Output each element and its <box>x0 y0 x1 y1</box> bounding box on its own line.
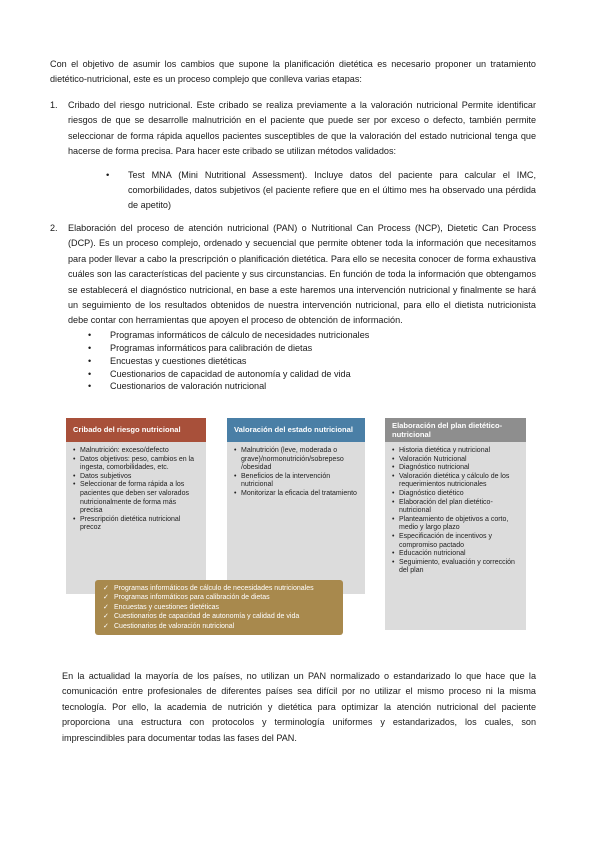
list-item: • Valoración dietética y cálculo de los requerimientos nutricionales <box>392 473 520 490</box>
list-item: • Seleccionar de forma rápida a los pacientes que deben ser valorados nutricionalmente de forma más precisa <box>73 481 200 515</box>
list-item: • Datos objetivos: peso, cambios en la ingesta, comorbilidades, etc. <box>73 456 200 473</box>
item-1-text: Cribado del riesgo nutricional. Este cribado se realiza previamente a la valoración nutricional Permite identificar riesgos de que se desarrolle malnutrición en el paciente que puede ser por exceso o defecto, también permite seleccionar de forma rápida aquellos pacientes susceptibles de que la valoración del estado nutricional tenga que hacerse de forma precisa. Para hacer este cribado se utilizan métodos validados: <box>68 100 536 157</box>
item-number: 1. <box>50 100 58 110</box>
list-item: • Especificación de incentivos y compromiso pactado <box>392 533 520 550</box>
numbered-item-2 <box>50 221 536 393</box>
column-header: Elaboración del plan dietético-nutricional <box>385 418 526 442</box>
list-item: • Diagnóstico nutricional <box>392 464 520 473</box>
screening-column <box>66 418 206 594</box>
intro-paragraph: Con el objetivo de asumir los cambios que supone la planificación dietética es necesario proponer un tratamiento dietético-nutricional, este es un proceso complejo que conlleva varias etapas: <box>50 59 536 85</box>
list-item: • Malnutrición: exceso/defecto <box>73 447 200 456</box>
tools-list <box>88 329 536 394</box>
check-item: ✓ Cuestionarios de valoración nutricional <box>103 622 335 631</box>
list-item: • Monitorizar la eficacia del tratamiento <box>234 490 359 499</box>
list-item: • Planteamiento de objetivos a corto, medio y largo plazo <box>392 516 520 533</box>
column-header: Valoración del estado nutricional <box>227 418 365 442</box>
list-item: • Historia dietética y nutricional <box>392 447 520 456</box>
list-item: • Elaboración del plan dietético-nutricional <box>392 499 520 516</box>
numbered-item-1 <box>50 98 536 222</box>
column-list <box>73 447 200 533</box>
list-item: • Beneficios de la intervención nutricional <box>234 473 359 490</box>
list-item: • Datos subjetivos <box>73 473 200 482</box>
check-item: ✓ Programas informáticos para calibración de dietas <box>103 593 335 602</box>
column-header: Cribado del riesgo nutricional <box>66 418 206 442</box>
check-item: ✓ Programas informáticos de cálculo de necesidades nutricionales <box>103 584 335 593</box>
diet-plan-column <box>385 418 526 630</box>
list-item: • Programas informáticos para calibración de dietas <box>88 342 536 355</box>
nutrition-process-diagram <box>66 418 526 640</box>
list-item: • Valoración Nutricional <box>392 456 520 465</box>
list-item: • Prescripción dietética nutricional precoz <box>73 516 200 533</box>
item-2-text: Elaboración del proceso de atención nutricional (PAN) o Nutritional Can Process (NCP), Dietetic Can Process (DCP). Es un proceso complejo, ordenado y secuencial que permite obtener toda la información que necesitamos para poder llevar a cabo la prescripción o planificación dietética. Para ello se necesita conocer de forma exhaustiva cuáles son las características del paciente y sus circunstancias. En función de toda la información que obtengamos se establecerá el diagnóstico nutricional, en base a este haremos una intervención nutricional y finalmente se hará un seguimiento de los resultados obtenidos de nuestra intervención nutricional, para ello el dietista nutricionista debe contar con herramientas que apoyen el proceso de obtención de información. <box>68 223 536 326</box>
assessment-column <box>227 418 365 594</box>
item-number: 2. <box>50 223 58 233</box>
list-item: • Cuestionarios de valoración nutricional <box>88 380 536 393</box>
list-item: • Educación nutricional <box>392 550 520 559</box>
list-item: • Diagnóstico dietético <box>392 490 520 499</box>
tools-checklist <box>103 584 335 631</box>
list-item: • Seguimiento, evaluación y corrección del plan <box>392 559 520 576</box>
list-item: • Malnutrición (leve, moderada o grave)/normonutrición/sobrepeso /obesidad <box>234 447 359 473</box>
list-item: • Encuestas y cuestiones dietéticas <box>88 355 536 368</box>
column-list <box>392 447 520 576</box>
list-item: • Test MNA (Mini Nutritional Assessment). Incluye datos del paciente para calcular el IMC, comorbilidades, datos subjetivos (el paciente refiere que en el último mes ha observado una pérdida de apetito) <box>106 168 536 214</box>
tools-box <box>95 580 343 635</box>
list-item: • Programas informáticos de cálculo de necesidades nutricionales <box>88 329 536 342</box>
validated-methods-list <box>106 168 536 214</box>
check-item: ✓ Cuestionarios de capacidad de autonomía y calidad de vida <box>103 612 335 621</box>
closing-paragraph: En la actualidad la mayoría de los países, no utilizan un PAN normalizado o estandarizado lo que hace que la comunicación entre profesionales de diferentes países sea difícil por no utilizar el mismo proceso ni la misma tecnología. Por ello, la academia de nutrición y dietética para optimizar la atención nutricional del paciente proporciona una estructura con protocolos y terminología uniformes y estandarizados, los cuales, son imprescindibles para documentar todas las fases del PAN. <box>62 671 536 743</box>
list-item: • Cuestionarios de capacidad de autonomía y calidad de vida <box>88 368 536 381</box>
check-item: ✓ Encuestas y cuestiones dietéticas <box>103 603 335 612</box>
column-list <box>234 447 359 499</box>
